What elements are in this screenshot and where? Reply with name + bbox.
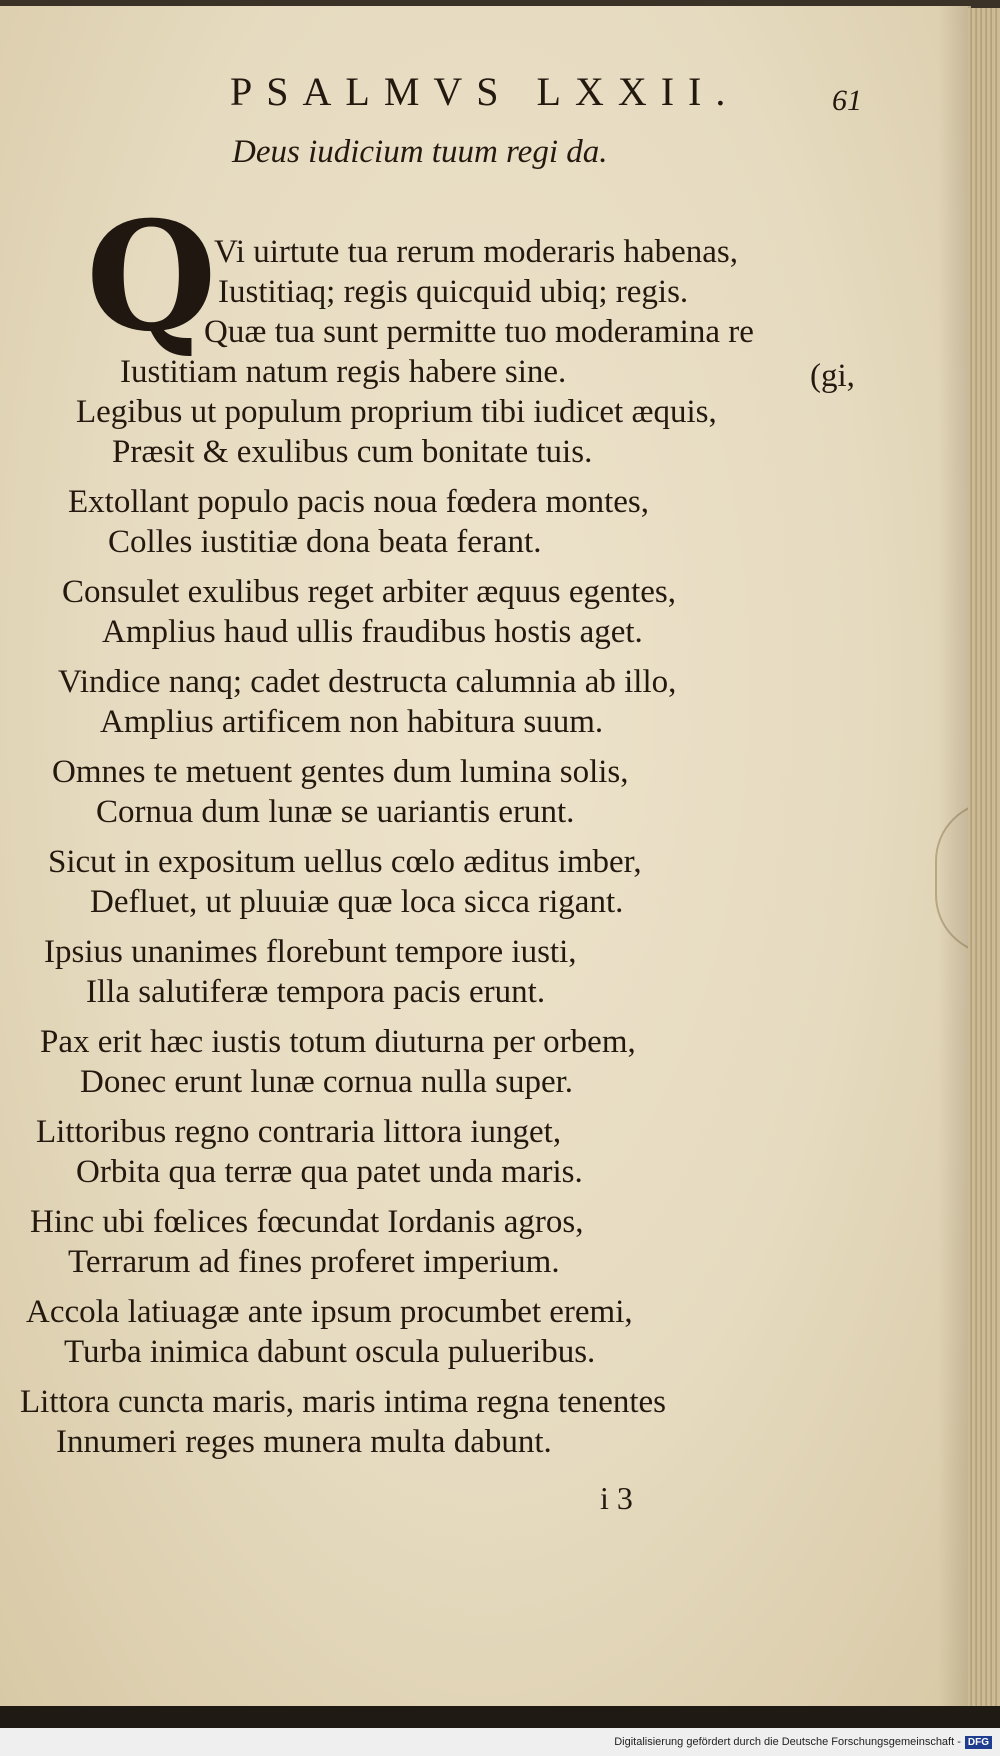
verse-line: Ipsius unanimes florebunt tempore iusti,: [44, 934, 577, 970]
verse-line: (gi,: [810, 358, 855, 394]
verse-line: Illa salutiferæ tempora pacis erunt.: [86, 974, 546, 1010]
verse-line: Colles iustitiæ dona beata ferant.: [108, 524, 542, 560]
verse-line: Littora cuncta maris, maris intima regna tenentes: [20, 1384, 667, 1420]
verse-line: Sicut in expositum uellus cœlo æditus imber,: [48, 844, 642, 880]
drop-cap-initial: Q: [86, 189, 217, 365]
verse-line: Defluet, ut pluuiæ quæ loca sicca rigant.: [90, 884, 624, 920]
book-page: [0, 6, 971, 1706]
page-number: 61: [832, 84, 862, 117]
verse-line: Cornua dum lunæ se uariantis erunt.: [96, 794, 575, 830]
verse-line: Terrarum ad fines proferet imperium.: [68, 1244, 560, 1280]
verse-line: Hinc ubi fœlices fœcundat Iordanis agros,: [30, 1204, 584, 1240]
verse-line: Pax erit hæc iustis totum diuturna per orbem,: [40, 1024, 636, 1060]
verse-line: Littoribus regno contraria littora iunget,: [36, 1114, 562, 1150]
verse-line: Turba inimica dabunt oscula pulueribus.: [64, 1334, 596, 1370]
signature-mark: i 3: [600, 1480, 633, 1516]
verse-line: Amplius artificem non habitura suum.: [100, 704, 604, 740]
dfg-logo: DFG: [965, 1736, 992, 1749]
verse-line: Donec erunt lunæ cornua nulla super.: [80, 1064, 574, 1100]
verse-line: Innumeri reges munera multa dabunt.: [56, 1424, 552, 1460]
verse-line: Omnes te metuent gentes dum lumina solis,: [52, 754, 629, 790]
verse-line: Legibus ut populum proprium tibi iudicet æquis,: [76, 394, 717, 430]
verse-line: Extollant populo pacis noua fœdera montes,: [68, 484, 650, 520]
verse-line: Accola latiuagæ ante ipsum procumbet eremi,: [26, 1294, 633, 1330]
verse-line: Amplius haud ullis fraudibus hostis aget.: [102, 614, 643, 650]
verse-line: Præsit & exulibus cum bonitate tuis.: [112, 434, 593, 470]
credit-text: Digitalisierung gefördert durch die Deutsche Forschungsgemeinschaft -: [614, 1736, 961, 1748]
verse-line: Iustitiaq; regis quicquid ubiq; regis.: [218, 274, 689, 310]
verse-line: Vindice nanq; cadet destructa calumnia ab illo,: [58, 664, 677, 700]
digitization-credit: [0, 1728, 1000, 1756]
verse-line: Orbita qua terræ qua patet unda maris.: [76, 1154, 583, 1190]
page-clasp-shadow: [935, 801, 971, 955]
running-head: PSALMVS LXXII.: [230, 69, 740, 114]
verse-line: Quæ tua sunt permitte tuo moderamina re: [204, 314, 754, 350]
psalm-title: Deus iudicium tuum regi da.: [232, 134, 608, 170]
verse-line: Iustitiam natum regis habere sine.: [120, 354, 567, 390]
page-edge: [968, 8, 1000, 1706]
verse-line: Consulet exulibus reget arbiter æquus egentes,: [62, 574, 677, 610]
verse-line: Vi uirtute tua rerum moderaris habenas,: [214, 234, 739, 270]
